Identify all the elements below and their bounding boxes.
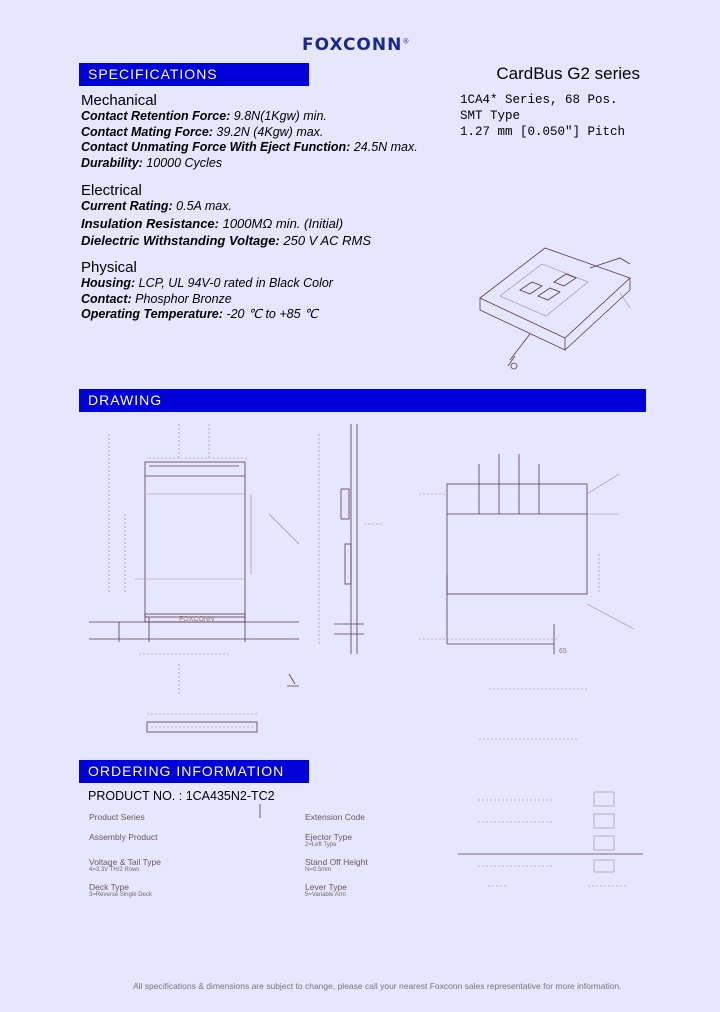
spec-label: Dielectric Withstanding Voltage: [81, 232, 280, 248]
spec-row [81, 215, 371, 232]
spec-value: 10000 Cycles [142, 155, 223, 170]
spec-row [81, 307, 333, 323]
ordering-field-label: Ejector Type [305, 832, 353, 842]
ordering-field-option: 4=3.3V TH/2 Rows [89, 867, 140, 873]
spec-label: Insulation Resistance: [81, 215, 219, 231]
section-heading: Physical [81, 259, 137, 276]
drawing-logo: FOXCONN [179, 616, 214, 623]
spec-label: Durability: [81, 155, 143, 170]
ordering-field [89, 832, 289, 857]
ordering-field-label: Assembly Product [89, 832, 158, 842]
product-number: PRODUCT NO. : 1CA435N2-TC2 [88, 789, 275, 803]
ordering-field-label: Extension Code [305, 812, 366, 822]
spec-row [81, 232, 371, 249]
logo-text: FOXCONN [302, 35, 403, 55]
section-heading: Mechanical [81, 92, 157, 109]
spec-label: Housing: [81, 276, 136, 290]
spec-label: Operating Temperature: [81, 307, 223, 321]
spec-value: 9.8N(1Kgw) min. [230, 109, 327, 123]
spec-value: 24.5N max. [350, 140, 418, 154]
ordering-field-label: Stand Off Height [305, 857, 368, 867]
ordering-banner [79, 760, 309, 783]
drawing-banner [79, 389, 646, 412]
ordering-field [305, 812, 455, 832]
spec-row [81, 140, 418, 156]
series-info-line: SMT Type [460, 109, 521, 123]
ordering-field-option: 3=Reverse Single Deck [89, 892, 152, 898]
spec-value: 1000MΩ min. (Initial) [218, 215, 344, 231]
spec-value: 250 V AC RMS [279, 232, 372, 248]
ordering-field-option: 5=Variable Arm [305, 892, 346, 898]
registered-mark: ® [402, 37, 411, 46]
spec-row [81, 125, 418, 141]
spec-value: 39.2N (4Kgw) max. [212, 124, 324, 139]
spec-value: LCP, UL 94V-0 rated in Black Color [135, 276, 333, 290]
specifications-banner [79, 63, 309, 86]
ordering-right-labels [305, 812, 455, 907]
spec-row [81, 292, 333, 308]
ordering-field-option: 2=Left Type [305, 842, 337, 848]
spec-label: Current Rating: [81, 199, 173, 213]
ordering-field [89, 812, 289, 832]
ordering-field [89, 882, 289, 907]
ordering-field [89, 857, 289, 882]
spec-label: Contact Mating Force: [81, 124, 213, 139]
connector-isometric-illustration [470, 238, 645, 378]
specifications-banner-label: SPECIFICATIONS [88, 66, 218, 82]
spec-row [81, 156, 418, 172]
ordering-left-labels [89, 812, 289, 907]
spec-label: Contact Retention Force: [81, 109, 231, 123]
spec-value: Phosphor Bronze [131, 291, 232, 306]
ordering-field-label: Lever Type [305, 882, 347, 892]
drawing-banner-label: DRAWING [88, 392, 163, 408]
revision-block [458, 786, 648, 896]
footer-disclaimer: All specifications & dimensions are subject to change, please call your nearest Foxconn sales representative for more information. [133, 981, 622, 991]
spec-value: -20 ℃ to +85 ℃ [222, 307, 319, 321]
spec-row [81, 276, 333, 292]
physical-section [81, 259, 333, 323]
ordering-field [305, 832, 455, 857]
ordering-field-label: Voltage & Tail Type [89, 857, 161, 867]
spec-row [81, 109, 418, 125]
svg-text:65: 65 [559, 648, 567, 655]
ordering-banner-label: ORDERING INFORMATION [88, 763, 285, 779]
mechanical-section [81, 92, 418, 171]
ordering-field-label: Product Series [89, 812, 145, 822]
series-info-line: 1CA4* Series, 68 Pos. [460, 93, 618, 107]
ordering-field [305, 882, 455, 907]
connector-front-view-outline [447, 484, 587, 594]
spec-label: Contact: [81, 291, 132, 306]
ordering-field-label: Deck Type [89, 882, 130, 892]
foxconn-logo [302, 35, 410, 55]
spec-value: 0.5A max. [172, 199, 232, 213]
connector-top-view-outline [145, 462, 245, 617]
spec-label: Contact Unmating Force With Eject Function: [81, 140, 351, 154]
spec-row [81, 199, 371, 215]
series-title: CardBus G2 series [496, 64, 640, 83]
ordering-field [305, 857, 455, 882]
technical-drawing [79, 414, 646, 754]
ordering-field-option: N=0.5mm [305, 867, 332, 873]
series-info [460, 92, 625, 140]
series-info-line: 1.27 mm [0.050"] Pitch [460, 125, 626, 139]
section-heading: Electrical [81, 182, 142, 199]
electrical-section [81, 182, 371, 249]
